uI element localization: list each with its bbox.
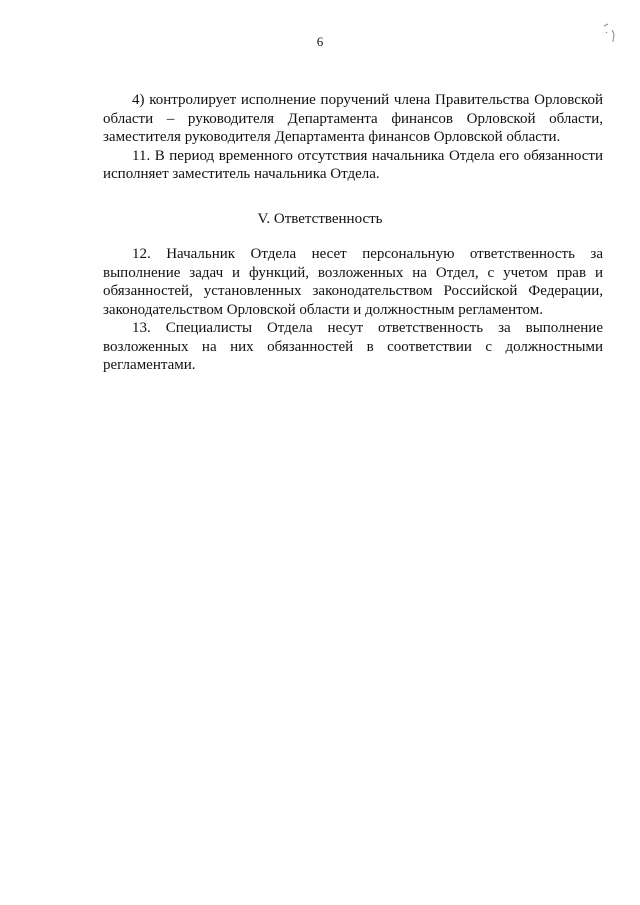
scan-artifact-mark — [600, 20, 624, 50]
section-iv-continued — [103, 91, 603, 184]
paragraph-item-12: 12. Начальник Отдела несет персональную ответственность за выполнение задач и функций, возложенных на Отдел, с учетом прав и обязанностей, установленных законодательством Российской Федерации, законодательством Орловской области и должностным регламентом. — [103, 246, 603, 318]
section-heading: V. Ответственность — [257, 211, 383, 227]
page-number: 6 — [316, 34, 324, 49]
section-v-body — [103, 245, 603, 375]
paragraph-item-11: 11. В период временного отсутствия начальника Отдела его обязанности исполняет заместитель начальника Отдела. — [103, 147, 603, 182]
paragraph-item-13: 13. Специалисты Отдела несут ответственность за выполнение возложенных на них обязанностей в соответствии с должностными регламентами. — [103, 320, 603, 373]
paragraph-item-4: 4) контролирует исполнение поручений члена Правительства Орловской области – руководителя Департамента финансов Орловской области, заместителя руководителя Департамента финансов Орловской области. — [103, 92, 603, 145]
